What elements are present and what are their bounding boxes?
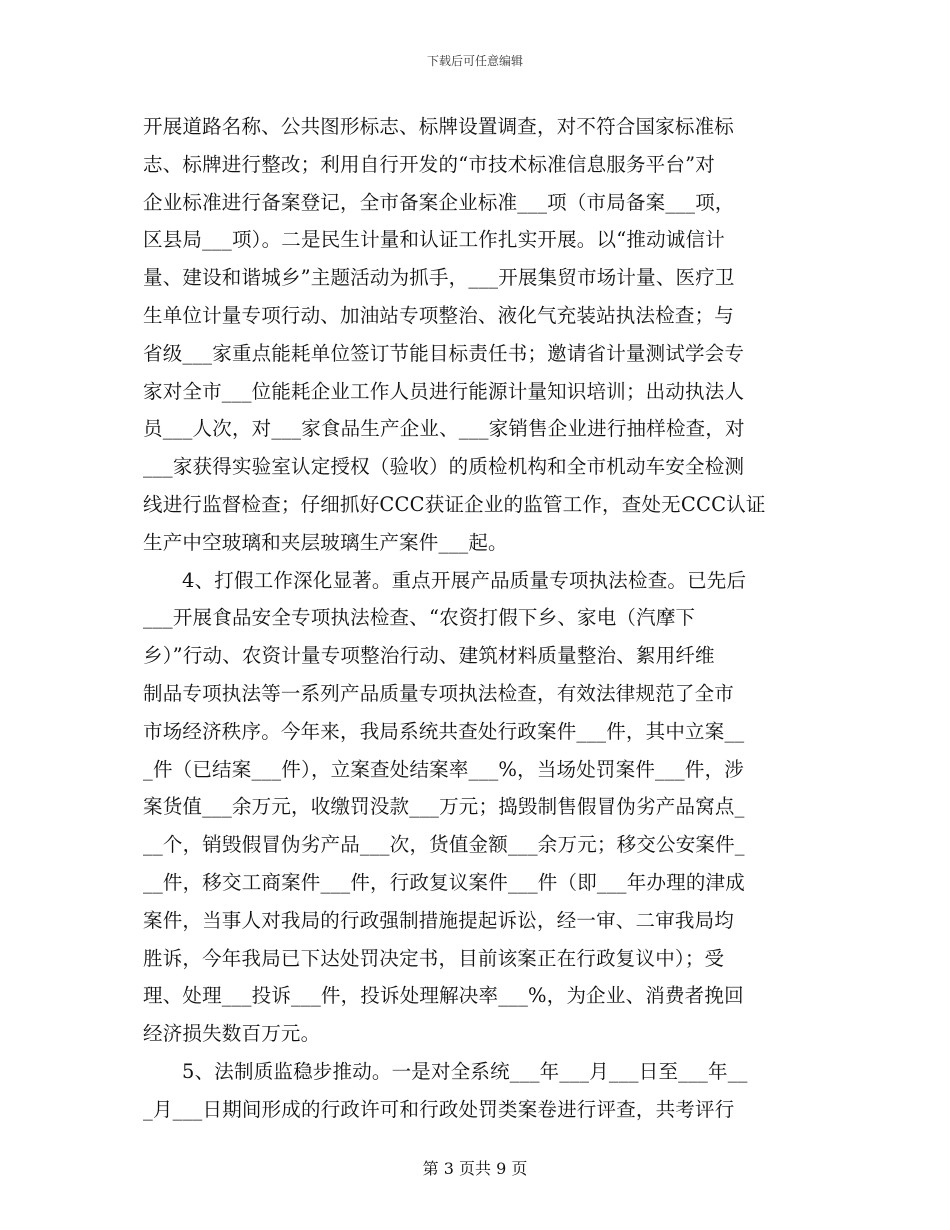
body-line: _件（已结案___件），立案查处结案率___%，当场处罚案件___件，涉 [143,757,744,781]
body-line: 生单位计量专项行动、加油站专项整治、液化气充装站执法检查；与 [143,303,735,327]
page-header: 下载后可任意编辑 [426,54,523,68]
body-line: ___家获得实验室认定授权（验收）的质检机构和全市机动车安全检测 [143,455,745,479]
body-line: 志、标牌进行整改；利用自行开发的“市技术标准信息服务平台”对 [143,152,715,176]
body-line: 企业标准进行备案登记，全市备案企业标准___项（市局备案___项， [143,190,735,214]
body-line: 5、法制质监稳步推动。一是对全系统___年___月___日至___年__ [182,1059,748,1083]
body-line: 量、建设和谐城乡”主题活动为抓手，___开展集贸市场计量、医疗卫 [143,266,735,290]
body-line: __个，销毁假冒伪劣产品___次，货值金额___余万元；移交公安案件_ [143,833,745,857]
body-line: 乡）”行动、农资计量专项整治行动、建筑材料质量整治、絮用纤维 [143,644,715,668]
body-line: _月___日期间形成的行政许可和行政处罚类案卷进行评查，共考评行 [143,1097,735,1121]
document-body [143,108,811,1129]
body-line: 案货值___余万元，收缴罚没款___万元；捣毁制售假冒伪劣产品窝点_ [143,795,745,819]
page-footer: 第 3 页共 9 页 [422,1159,528,1178]
body-line: 生产中空玻璃和夹层玻璃生产案件___起。 [143,530,508,554]
body-line: 理、处理___投诉___件，投诉处理解决率___%，为企业、消费者挽回 [143,984,744,1008]
body-line: 家对全市___位能耗企业工作人员进行能源计量知识培训；出动执法人 [143,379,745,403]
body-line: 开展道路名称、公共图形标志、标牌设置调查，对不符合国家标准标 [143,115,735,138]
body-line: ___开展食品安全专项执法检查、“农资打假下乡、家电（汽摩下 [143,606,696,630]
body-line: 胜诉，今年我局已下达处罚决定书，目前该案正在行政复议中）；受 [143,946,725,970]
body-line: 员___人次，对___家食品生产企业、___家销售企业进行抽样检查，对 [143,417,745,441]
body-line: 省级___家重点能耗单位签订节能目标责任书；邀请省计量测试学会专 [143,341,745,365]
body-line: 4、打假工作深化显著。重点开展产品质量专项执法检查。已先后 [182,568,747,592]
body-line: 线进行监督检查；仔细抓好CCC获证企业的监管工作，查处无CCC认证 [143,492,766,516]
body-line: 制品专项执法等一系列产品质量专项执法检查，有效法律规范了全市 [143,681,735,705]
body-line: 案件，当事人对我局的行政强制措施提起诉讼，经一审、二审我局均 [143,908,735,932]
body-line: 区县局___项）。二是民生计量和认证工作扎实开展。以“推动诚信计 [143,228,725,252]
body-line: 市场经济秩序。今年来，我局系统共查处行政案件___件，其中立案__ [143,719,745,743]
body-line: __件，移交工商案件___件，行政复议案件___件（即___年办理的津成 [143,870,745,894]
body-line: 经济损失数百万元。 [143,1022,321,1046]
